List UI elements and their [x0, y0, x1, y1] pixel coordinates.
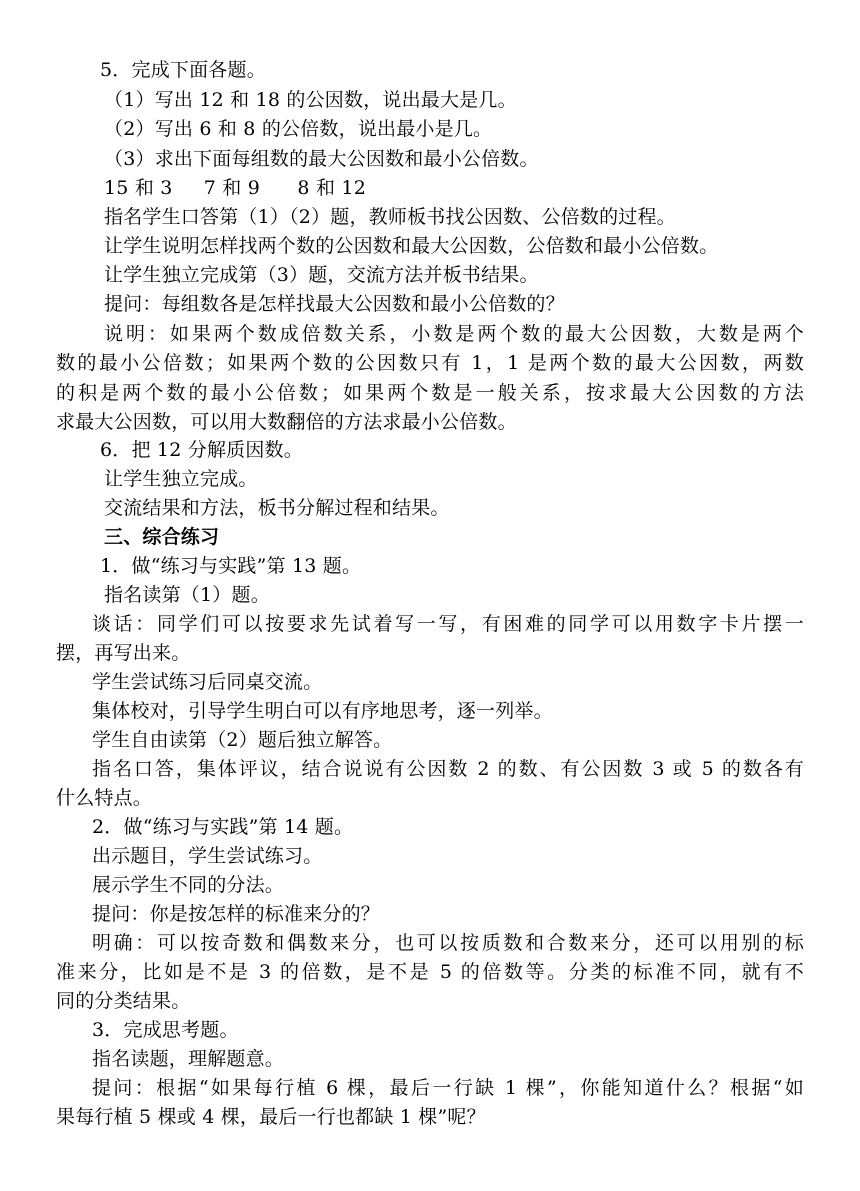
- paragraph-line: 让学生说明怎样找两个数的公因数和最大公因数，公倍数和最小公倍数。: [104, 235, 719, 257]
- paragraph-line: 指名读第（1）题。: [104, 584, 270, 606]
- paragraph-line: 数的最小公倍数；如果两个数的公因数只有 1，1 是两个数的最大公因数，两数: [56, 352, 804, 374]
- sub-question-2: （2）写出 6 和 8 的公倍数，说出最小是几。: [104, 118, 493, 140]
- paragraph-line: 集体校对，引导学生明白可以有序地思考，逐一列举。: [92, 700, 553, 722]
- paragraph-line: 学生尝试练习后同桌交流。: [92, 671, 323, 693]
- paragraph-line: 说明：如果两个数成倍数关系，小数是两个数的最大公因数，大数是两个: [104, 323, 804, 345]
- paragraph-line: 什么特点。: [56, 787, 153, 809]
- paragraph-line: 提问：你是按怎样的标准来分的？: [92, 903, 381, 925]
- paragraph-line: 指名读题，理解题意。: [92, 1048, 285, 1070]
- heading-item-2: 2．做“练习与实践”第 14 题。: [92, 816, 354, 838]
- paragraph-line: 同的分类结果。: [56, 990, 191, 1012]
- paragraph-line: 摆，再写出来。: [56, 642, 191, 664]
- paragraph-line: 展示学生不同的分法。: [92, 874, 285, 896]
- heading-item-1: 1．做“练习与实践”第 13 题。: [100, 555, 362, 577]
- paragraph-line: 准来分，比如是不是 3 的倍数，是不是 5 的倍数等。分类的标准不同，就有不: [56, 961, 804, 983]
- paragraph-line: 指名口答，集体评议，结合说说有公因数 2 的数、有公因数 3 或 5 的数各有: [92, 758, 804, 780]
- paragraph-line: 让学生独立完成第（3）题，交流方法并板书结果。: [104, 264, 539, 286]
- paragraph-line: 提问：根据“如果每行植 6 棵，最后一行缺 1 棵”，你能知道什么？根据“如: [92, 1077, 804, 1099]
- heading-item-5: 5．完成下面各题。: [100, 59, 266, 81]
- paragraph-line: 明确：可以按奇数和偶数来分，也可以按质数和合数来分，还可以用别的标: [92, 932, 804, 954]
- paragraph-line: 提问：每组数各是怎样找最大公因数和最小公倍数的？: [104, 293, 565, 315]
- paragraph-line: 求最大公因数，可以用大数翻倍的方法求最小公倍数。: [56, 411, 517, 433]
- paragraph-line: 谈话：同学们可以按要求先试着写一写，有困难的同学可以用数字卡片摆一: [92, 613, 804, 635]
- paragraph-line: 让学生独立完成。: [104, 468, 258, 490]
- paragraph-line: 果每行植 5 棵或 4 棵，最后一行也都缺 1 棵”呢？: [56, 1106, 486, 1128]
- paragraph-line: 出示题目，学生尝试练习。: [92, 845, 323, 867]
- heading-item-6: 6．把 12 分解质因数。: [100, 439, 303, 461]
- section-heading: 三、综合练习: [104, 526, 220, 548]
- sub-question-3: （3）求出下面每组数的最大公因数和最小公倍数。: [104, 148, 539, 170]
- sub-question-1: （1）写出 12 和 18 的公因数，说出最大是几。: [104, 89, 517, 111]
- paragraph-line: 的积是两个数的最小公倍数；如果两个数是一般关系，按求最大公因数的方法: [56, 382, 804, 404]
- paragraph-line: 学生自由读第（2）题后独立解答。: [92, 729, 393, 751]
- heading-item-3: 3．完成思考题。: [92, 1019, 239, 1041]
- number-pairs: 15 和 3 7 和 9 8 和 12: [104, 177, 366, 199]
- paragraph-line: 交流结果和方法，板书分解过程和结果。: [104, 497, 450, 519]
- paragraph-line: 指名学生口答第（1）（2）题，教师板书找公因数、公倍数的过程。: [104, 206, 676, 228]
